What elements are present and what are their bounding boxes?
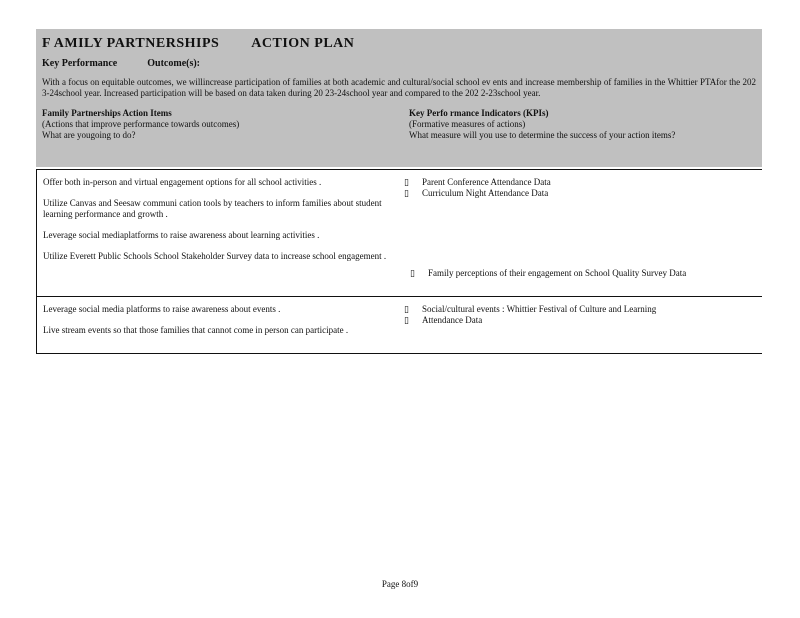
action-item: Leverage social media platforms to raise awareness about events . xyxy=(43,304,281,314)
kpi-text: Curriculum Night Attendance Data xyxy=(422,188,549,198)
action-item: Leverage social mediaplatforms to raise awareness about learning activities . xyxy=(43,230,320,240)
outcomes-heading xyxy=(42,58,756,69)
title-part-1: F AMILY PARTNERSHIPS xyxy=(42,36,220,51)
section-2-kpis xyxy=(404,304,762,353)
kpi-item xyxy=(404,177,762,188)
action-item: Offer both in-person and virtual engagement options for all school activities . xyxy=(43,177,322,187)
kpi-text: Social/cultural events : Whittier Festival of Culture and Learning xyxy=(422,304,657,314)
action-items-heading xyxy=(42,108,409,141)
action-item: Utilize Canvas and Seesaw communi cation tools by teachers to inform families about student learning performance and growth . xyxy=(43,198,382,219)
action-item: Utilize Everett Public Schools School Stakeholder Survey data to increase school engagement . xyxy=(43,251,387,261)
section-1 xyxy=(36,169,762,297)
section-2 xyxy=(36,297,762,354)
section-2-actions xyxy=(37,304,404,353)
key-performance-label: Key Performance xyxy=(42,58,118,69)
kpi-text: Family perceptions of their engagement on School Quality Survey Data xyxy=(428,268,687,278)
title-part-2: ACTION PLAN xyxy=(251,36,355,51)
section-1-actions xyxy=(37,177,404,296)
action-items-title: Family Partnerships Action Items xyxy=(42,108,172,118)
plan-header xyxy=(36,29,762,167)
column-headings xyxy=(42,108,756,141)
bullet-box-icon: ▯ xyxy=(404,177,409,187)
bullet-box-icon: ▯ xyxy=(410,268,415,278)
kpi-text: Attendance Data xyxy=(422,315,483,325)
kpi-item xyxy=(410,268,760,279)
action-item: Live stream events so that those families that cannot come in person can participate . xyxy=(43,325,349,335)
kpi-title: Key Perfo rmance Indicators (KPIs) xyxy=(409,108,549,118)
kpi-text: Parent Conference Attendance Data xyxy=(422,177,551,187)
kpi-question: What measure will you use to determine the success of your action items? xyxy=(409,130,676,140)
page-title xyxy=(42,36,756,52)
kpi-subtitle: (Formative measures of actions) xyxy=(409,119,526,129)
bullet-box-icon: ▯ xyxy=(404,304,409,314)
action-items-subtitle: (Actions that improve performance towards outcomes) xyxy=(42,119,240,129)
page-number: Page 8of9 xyxy=(381,579,419,589)
outcomes-label: Outcome(s): xyxy=(147,58,201,69)
kpi-item xyxy=(404,304,762,315)
bullet-box-icon: ▯ xyxy=(404,315,409,325)
kpi-item xyxy=(404,315,762,326)
kpi-heading xyxy=(409,108,756,141)
outcome-text: With a focus on equitable outcomes, we willincrease participation of families at both academic and cultural/social school ev ents and increase membership of families in the Whittier PTAfor the 202 3-24school year. Increased participation will be based on data taken during 20 23-24school year and compared to the 202 2-23school year. xyxy=(42,77,756,98)
action-items-question: What are yougoing to do? xyxy=(42,130,136,140)
bullet-box-icon: ▯ xyxy=(404,188,409,198)
kpi-item xyxy=(404,188,762,199)
